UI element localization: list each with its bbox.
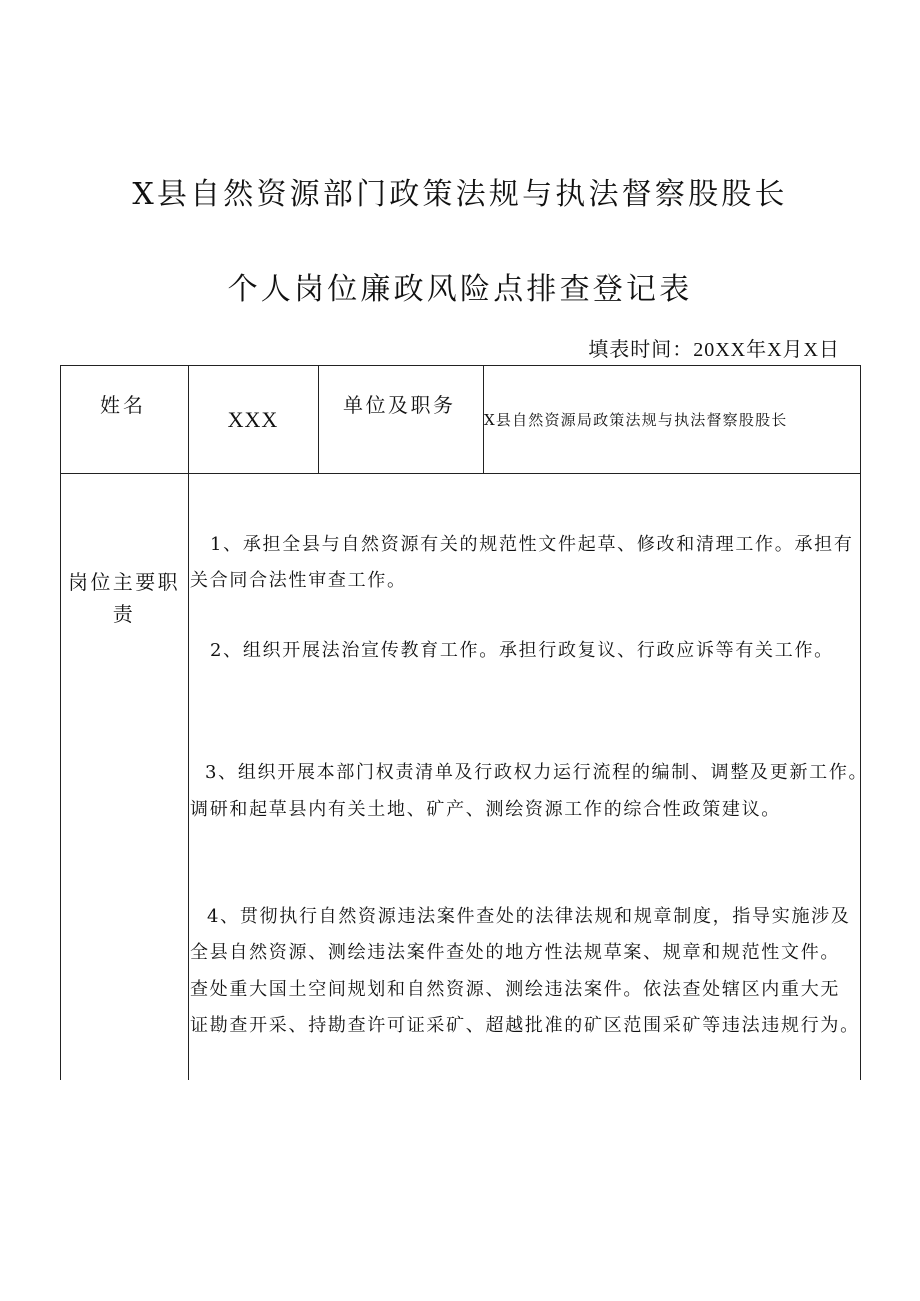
cell-duties-label xyxy=(60,473,188,1080)
duty-line: 3、组织开展本部门权责清单及行政权力运行流程的编制、调整及更新工作。 xyxy=(205,762,869,783)
fill-date: 填表时间：20XX年X月X日 xyxy=(588,339,840,361)
duty-line: 全县自然资源、测绘违法案件查处的地方性法规草案、规章和规范性文件。 xyxy=(190,942,841,963)
duty-line: 1、承担全县与自然资源有关的规范性文件起草、修改和清理工作。承担有 xyxy=(210,534,854,555)
duty-line: 关合同合法性审查工作。 xyxy=(190,570,407,591)
cell-position-label xyxy=(318,365,483,473)
document-title-line-1: X县自然资源部门政策法规与执法督察股股长 xyxy=(132,177,788,212)
cell-name-label xyxy=(60,365,188,473)
duty-line: 查处重大国土空间规划和自然资源、测绘违法案件。依法查处辖区内重大无 xyxy=(190,979,841,1000)
duties-label: 岗位主要职责 xyxy=(68,570,180,626)
name-value: XXX xyxy=(227,407,279,432)
duty-line: 证勘查开采、持勘查许可证采矿、超越批准的矿区范围采矿等违法违规行为。 xyxy=(190,1015,860,1036)
duty-line: 2、组织开展法治宣传教育工作。承担行政复议、行政应诉等有关工作。 xyxy=(210,640,834,661)
duty-line: 调研和起草县内有关土地、矿产、测绘资源工作的综合性政策建议。 xyxy=(190,799,781,820)
name-label: 姓名 xyxy=(100,393,146,417)
position-value: X县自然资源局政策法规与执法督察股股长 xyxy=(484,411,788,429)
position-label: 单位及职务 xyxy=(343,393,456,417)
document-title-line-2: 个人岗位廉政风险点排查登记表 xyxy=(227,272,693,307)
duty-line: 4、贯彻执行自然资源违法案件查处的法律法规和规章制度，指导实施涉及 xyxy=(207,906,851,927)
